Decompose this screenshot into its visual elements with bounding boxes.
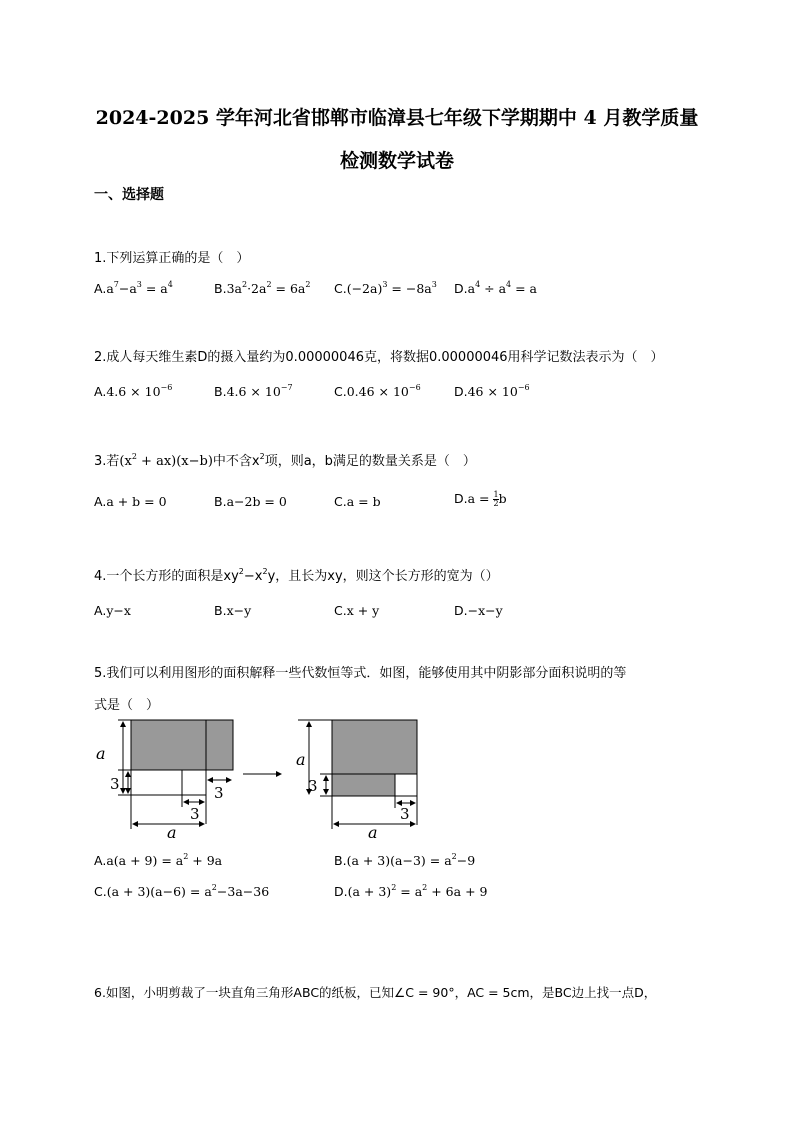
question-3-stem: 3.若$(x^2 + ax)(x-b)$中不含$x^2$项，则a，b满足的数量关系是（ ）: [94, 452, 476, 469]
q4-option-c: C.x + y: [334, 603, 380, 618]
fraction-one-half: $\frac{1}{2}$: [493, 490, 499, 508]
title-line-2: 检测数学试卷: [339, 150, 454, 172]
q5-option-a: $A.a(a + 9) = a^2 + 9a$: [94, 852, 223, 868]
section-heading: 一、选择题: [94, 187, 164, 203]
left-bottom-strip: [131, 770, 206, 795]
q3-option-d: D.a = $\frac{1}{2}$ b: [454, 490, 507, 508]
left-label-3-vertical: 3: [110, 775, 120, 793]
q1-option-d: $D.a^4 \div a^4 = a$: [454, 280, 537, 296]
q5-option-d: $D.(a + 3)^2 = a^2 + 6a + 9$: [334, 883, 488, 899]
right-label-a-vertical: a: [296, 750, 306, 769]
question-5-stem-line-1: 5.我们可以利用图形的面积解释一些代数恒等式．如图，能够使用其中阴影部分面积说明的等: [94, 666, 627, 681]
q2-option-a: $A.4.6 \times 10^{-6}$: [94, 383, 173, 399]
q2-option-d: $D.46 \times 10^{-6}$: [454, 383, 530, 399]
area-diagram: [90, 712, 430, 842]
left-shaded-square: [131, 720, 206, 770]
q5-option-b: $B.(a + 3)(a-3) = a^2-9$: [334, 852, 476, 868]
q1-option-a: $A.a^7-a^3 = a^4$: [94, 280, 173, 296]
question-2-stem: 2.成人每天维生素D的摄入量约为0.00000046克，将数据0.00000046用科学记数法表示为（ ）: [94, 350, 664, 365]
q4-option-a: A.y−x: [94, 603, 131, 618]
q3-option-c: C.a = b: [334, 494, 381, 509]
left-label-a-vertical: a: [96, 744, 106, 763]
q2-option-b: $B.4.6 \times 10^{-7}$: [214, 383, 293, 399]
question-5-stem-line-2: 式是（ ）: [94, 698, 160, 713]
right-label-3-vertical: 3: [308, 777, 318, 795]
q1-option-b: $B.3a^2\cdot 2a^2 = 6a^2$: [214, 280, 311, 296]
left-label-3-bottom: 3: [190, 805, 200, 823]
left-label-3-right: 3: [214, 784, 224, 802]
right-white-corner: [395, 774, 417, 796]
right-shaded-rect: [332, 720, 417, 774]
q4-option-d: D.−x−y: [454, 603, 503, 618]
right-label-a-bottom: a: [368, 823, 378, 842]
left-figure: [96, 720, 233, 842]
q5-option-c: $C.(a + 3)(a-6) = a^2-3a-36$: [94, 883, 270, 899]
question-4-stem: 4.一个长方形的面积是$xy^2-x^2y$，且长为xy，则这个长方形的宽为（）: [94, 567, 499, 584]
left-label-a-bottom: a: [167, 823, 177, 842]
right-shaded-lower: [332, 774, 395, 796]
question-6-stem: 6.如图，小明剪裁了一块直角三角形ABC的纸板，已知∠C = 90°，AC = 5cm，是BC边上找一点D，: [94, 985, 657, 1000]
q3-option-a: A.a + b = 0: [94, 494, 167, 509]
question-1-stem: 1.下列运算正确的是（ ）: [94, 251, 250, 266]
q3-option-b: B.a−2b = 0: [214, 494, 287, 509]
q2-option-c: $C.0.46 \times 10^{-6}$: [334, 383, 421, 399]
left-shaded-strip: [206, 720, 233, 770]
q4-option-b: B.x−y: [214, 603, 252, 618]
right-figure: [296, 720, 417, 842]
title-line-1: 2024-2025 学年河北省邯郸市临漳县七年级下学期期中 4 月教学质量: [95, 107, 699, 129]
right-label-3-bottom: 3: [400, 805, 410, 823]
q1-option-c: $C.(-2a)^3 = -8a^3$: [334, 280, 437, 296]
